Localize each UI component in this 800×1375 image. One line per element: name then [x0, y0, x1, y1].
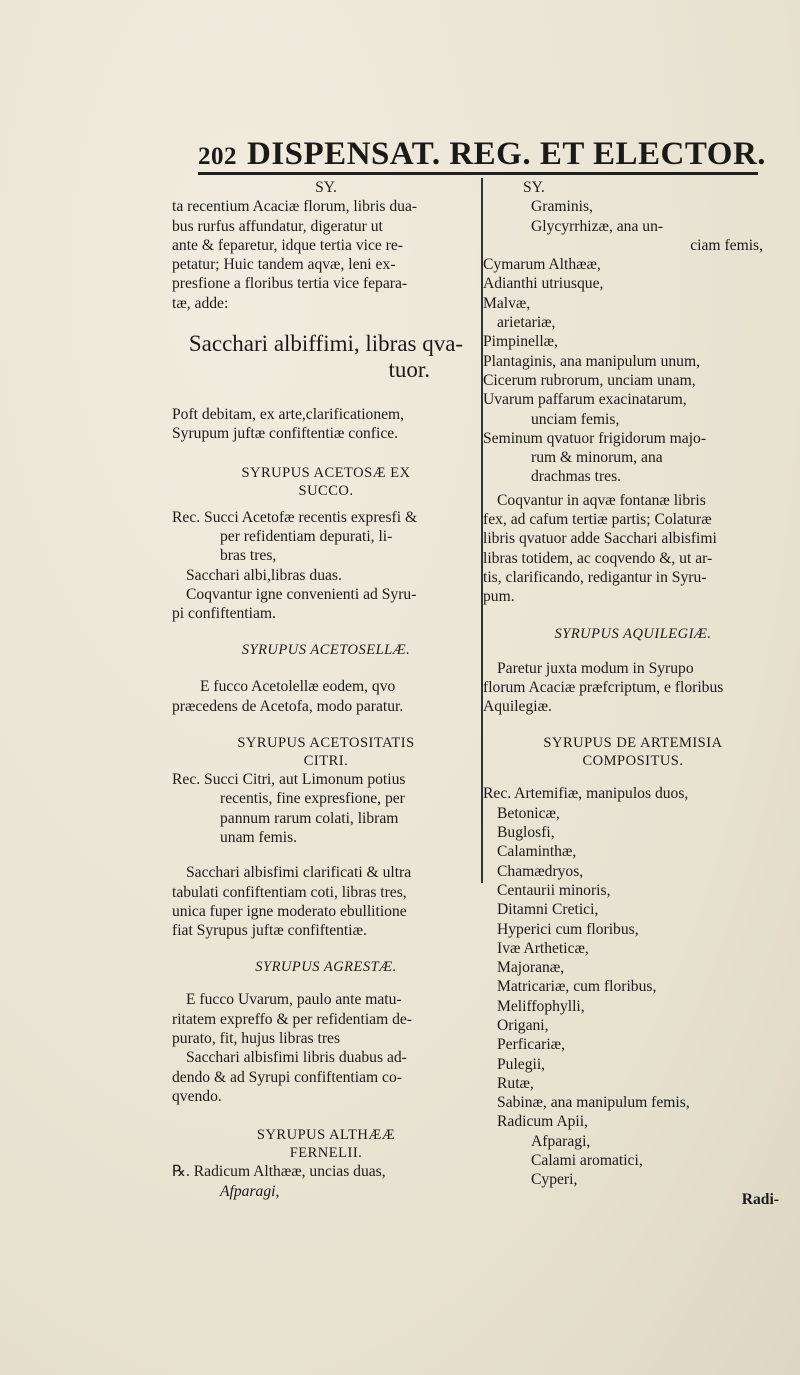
list-item: Plantaginis, ana manipulum unum,	[483, 352, 700, 370]
list-item: Rec. Artemifiæ, manipulos duos,	[483, 785, 689, 803]
text-line: unica fuper igne moderato ebullitione	[172, 902, 407, 920]
page-header	[198, 134, 778, 177]
text-line: purato, fit, hujus libras tres	[172, 1030, 341, 1048]
text-line: Rec. Succi Acetofæ recentis expresfi &	[172, 508, 418, 526]
paragraph	[172, 197, 480, 313]
text-line: libris qvatuor adde Sacchari albisfimi	[483, 530, 717, 548]
large-text-line: tuor.	[388, 357, 430, 383]
text-line: bus rurfus affundatur, digeratur ut	[172, 217, 383, 235]
text-line: Coqvantur in aqvæ fontanæ libris	[497, 491, 706, 509]
text-line: petatur; Huic tandem aqvæ, leni ex-	[172, 256, 396, 274]
list-item: Ivæ Artheticæ,	[497, 939, 589, 957]
title-line: SYRUPUS DE ARTEMISIA	[543, 735, 723, 752]
header-rule	[198, 172, 758, 175]
text-line: presfione a floribus tertia vice fepara-	[172, 275, 408, 293]
list-item: Origani,	[497, 1016, 549, 1034]
text-line: Paretur juxta modum in Syrupo	[497, 659, 694, 677]
list-item: Calaminthæ,	[497, 843, 577, 861]
text-line: E fucco Acetolellæ eodem, qvo	[200, 678, 396, 696]
text-line: tabulati confiftentiam coti, libras tres,	[172, 883, 407, 901]
text-line: tis, clarificando, redigantur in Syru-	[483, 568, 707, 586]
text-line: Rec. Succi Citri, aut Limonum potius	[172, 771, 406, 789]
text-line: Sacchari albisfimi libris duabus ad-	[186, 1049, 407, 1067]
right-column	[483, 178, 783, 1209]
list-item: Graminis,	[531, 198, 593, 216]
text-line: Coqvantur igne convenienti ad Syru-	[186, 585, 417, 603]
text-line: recentis, fine expresfione, per	[220, 790, 405, 808]
list-item: arietariæ,	[497, 314, 556, 332]
text-line: florum Acaciæ præfcriptum, e floribus	[483, 678, 724, 696]
list-item: Radicum Apii,	[497, 1113, 588, 1131]
recipe	[172, 770, 480, 847]
list-item: Perficariæ,	[497, 1036, 565, 1054]
paragraph	[172, 863, 480, 940]
text-line: Sacchari albisfimi clarificati & ultra	[186, 864, 412, 882]
list-item: Adianthi utriusque,	[483, 275, 604, 293]
list-item: Hyperici cum floribus,	[497, 920, 639, 938]
text-line: ℞. Radicum Althææ, uncias duas,	[172, 1163, 386, 1181]
list-item: Seminum qvatuor frigidorum majo-	[483, 429, 707, 447]
title-line: FERNELII.	[289, 1145, 363, 1162]
list-item: Calami aromatici,	[531, 1152, 643, 1170]
list-item: Sabinæ, ana manipulum femis,	[497, 1094, 690, 1112]
text-line: fex, ad cafum tertiæ partis; Colaturæ	[483, 511, 712, 529]
section-title	[483, 734, 783, 770]
list-item: Cymarum Althææ,	[483, 256, 601, 274]
list-item: Meliffophylli,	[497, 997, 585, 1015]
title-line: SYRUPUS ALTHÆÆ	[256, 1127, 396, 1144]
list-item: Ditamni Cretici,	[497, 901, 599, 919]
text-line: dendo & ad Syrupi confiftentiam co-	[172, 1068, 402, 1086]
paragraph	[172, 677, 480, 716]
title-line: SYRUPUS ACETOSÆ EX	[241, 464, 411, 481]
text-line: ante & feparetur, idque tertia vice re-	[172, 236, 403, 254]
paragraph	[172, 990, 480, 1106]
section-title	[172, 1126, 480, 1162]
section-title: SYRUPUS AGRESTÆ.	[255, 959, 397, 976]
large-text-line: Sacchari albiffimi, libras qva-	[188, 331, 464, 357]
catchword: Radi-	[741, 1190, 779, 1208]
list-item: rum & minorum, ana	[531, 449, 663, 467]
list-item: Uvarum paffarum exacinatarum,	[483, 391, 687, 409]
list-item: Cyperi,	[531, 1171, 578, 1189]
text-line: tæ, adde:	[172, 294, 229, 312]
list-item: Buglosfi,	[497, 824, 555, 842]
list-item: Matricariæ, cum floribus,	[497, 978, 657, 996]
list-item: ciam femis,	[690, 236, 763, 254]
signature-mark: SY.	[523, 179, 545, 196]
list-item: Pulegii,	[497, 1055, 546, 1073]
list-item: Afparagi,	[531, 1132, 591, 1150]
list-item: Betonicæ,	[497, 804, 560, 822]
running-title: DISPENSAT. REG. ET ELECTOR.	[247, 136, 767, 172]
title-line: SUCCO.	[298, 482, 354, 499]
text-line: bras tres,	[220, 547, 277, 565]
text-line: qvendo.	[172, 1087, 222, 1105]
section-title	[172, 734, 480, 770]
page-number: 202	[198, 143, 237, 170]
text-line: libras totidem, ac coqvendo &, ut ar-	[483, 549, 713, 567]
text-line: Aquilegiæ.	[483, 698, 552, 716]
text-line: ta recentium Acaciæ florum, libris dua-	[172, 198, 418, 216]
text-line: pum.	[483, 588, 515, 606]
recipe	[483, 784, 783, 1189]
text-line: præcedens de Acetofa, modo paratur.	[172, 697, 404, 715]
list-item: Cicerum rubrorum, unciam unam,	[483, 371, 696, 389]
list-item: Pimpinellæ,	[483, 333, 558, 351]
text-line: Poft debitam, ex arte,clarificationem,	[172, 406, 405, 424]
title-line: COMPOSITUS.	[582, 753, 684, 770]
recipe	[172, 1162, 480, 1201]
list-item: Glycyrrhizæ, ana un-	[531, 217, 664, 235]
text-line: unam femis.	[220, 828, 298, 846]
list-item: Rutæ,	[497, 1074, 534, 1092]
text-line: fiat Syrupus juftæ confiftentiæ.	[172, 922, 367, 940]
paragraph	[483, 659, 783, 717]
text-line: ritatem expreffo & per refidentiam de-	[172, 1010, 413, 1028]
recipe	[172, 508, 480, 624]
text-line: Syrupum juftæ confiftentiæ confice.	[172, 425, 399, 443]
text-line: pannum rarum colati, libram	[220, 809, 399, 827]
text-line: Afparagi,	[220, 1182, 280, 1200]
signature-mark: SY.	[315, 179, 337, 196]
section-title: SYRUPUS ACETOSELLÆ.	[241, 642, 411, 659]
list-item: Malvæ,	[483, 294, 531, 312]
list-item: Centaurii minoris,	[497, 881, 611, 899]
ingredient-list	[483, 197, 783, 486]
left-column	[172, 178, 480, 1201]
list-item: Chamædryos,	[497, 862, 584, 880]
title-line: SYRUPUS ACETOSITATIS	[237, 735, 415, 752]
section-title	[172, 464, 480, 500]
text-line: pi confiftentiam.	[172, 605, 276, 623]
text-line: E fucco Uvarum, paulo ante matu-	[186, 991, 402, 1009]
text-line: Sacchari albi,libras duas.	[186, 566, 342, 584]
paragraph	[172, 405, 480, 444]
list-item: unciam femis,	[531, 410, 620, 428]
title-line: CITRI.	[303, 753, 349, 770]
text-line: per refidentiam depurati, li-	[220, 527, 393, 545]
paragraph	[483, 491, 783, 607]
section-title: SYRUPUS AQUILEGIÆ.	[554, 625, 712, 642]
list-item: Majoranæ,	[497, 959, 565, 977]
list-item: drachmas tres.	[531, 468, 622, 486]
